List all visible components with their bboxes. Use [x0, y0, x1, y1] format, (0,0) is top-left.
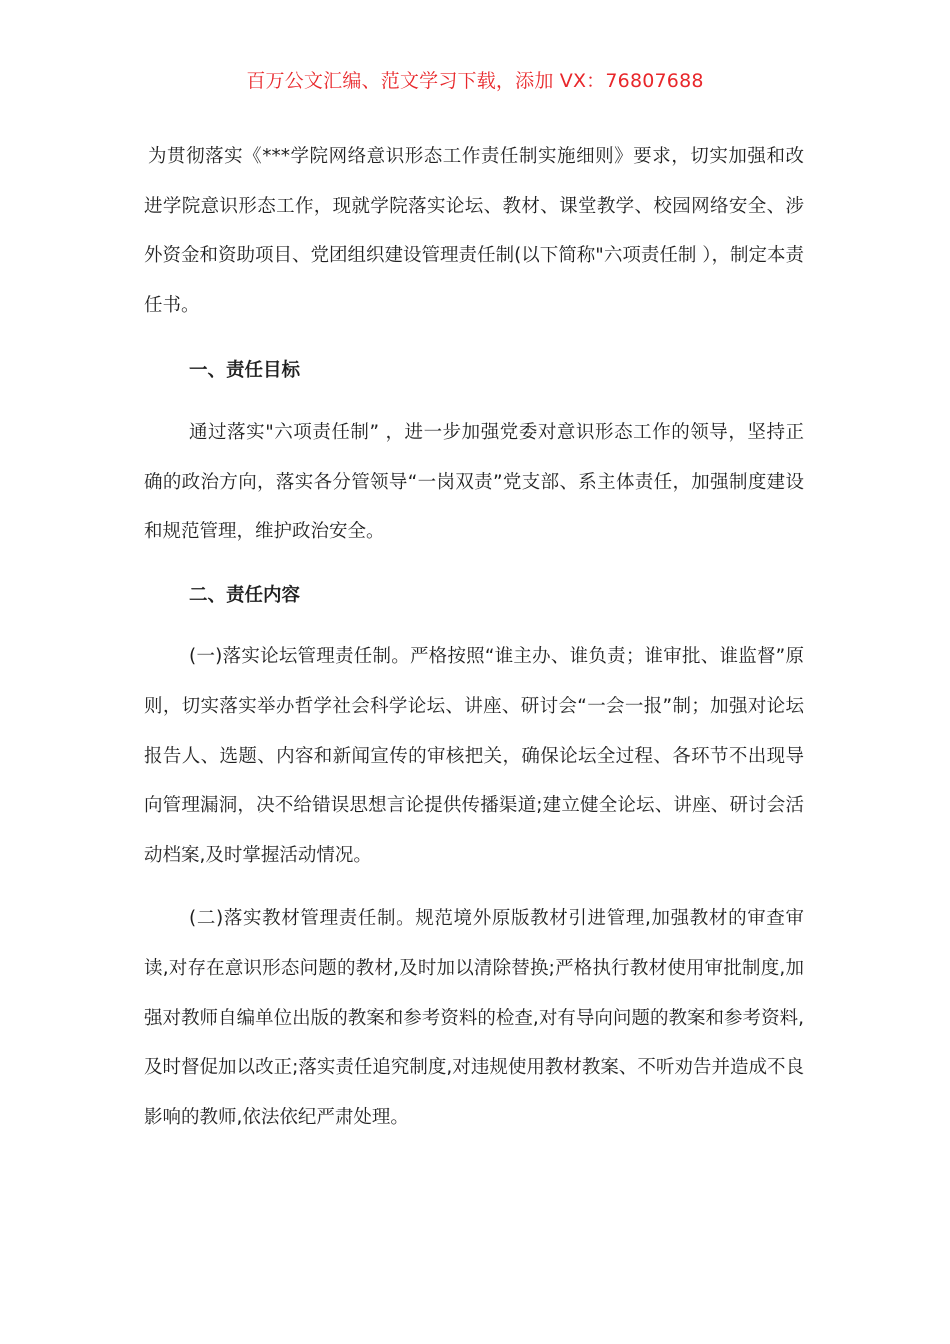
spacer	[144, 557, 804, 571]
forum-responsibility-paragraph: (一)落实论坛管理责任制。严格按照“谁主办、谁负责；谁审批、谁监督”原则，切实落实举办哲学社会科学论坛、讲座、研讨会“一会一报”制；加强对论坛报告人、选题、内容和新闻宣传的审核把关，确保论坛全过程、各环节不出现导向管理漏洞，决不给错误思想言论提供传播渠道;建立健全论坛、讲座、研讨会活动档案,及时掌握活动情况。	[144, 646, 804, 866]
section-heading-content: 二、责任内容	[189, 584, 301, 606]
document-body	[144, 132, 804, 1142]
goals-paragraph: 通过落实"六项责任制” ，进一步加强党委对意识形态工作的领导，坚持正确的政治方向，落实各分管领导“一岗双责”党支部、系主体责任，加强制度建设和规范管理，维护政治安全。	[144, 421, 804, 543]
section-heading-goals: 一、责任目标	[189, 360, 301, 382]
spacer	[144, 880, 804, 894]
textbook-responsibility-paragraph: (二)落实教材管理责任制。规范境外原版教材引进管理,加强教材的审查审读,对存在意识形态问题的教材,及时加以清除替换;严格执行教材使用审批制度,加强对教师自编单位出版的教案和参考资料的检查,对有导向问题的教案和参考资料,及时督促加以改正;落实责任追究制度,对违规使用教材教案、不听劝告并造成不良影响的教师,依法依纪严肃处理。	[144, 908, 804, 1128]
intro-paragraph: 为贯彻落实《***学院网络意识形态工作责任制实施细则》要求，切实加强和改进学院意识形态工作，现就学院落实论坛、教材、课堂教学、校园网络安全、涉外资金和资助项目、党团组织建设管理责任制(以下简称"六项责任制 ），制定本责任书。	[144, 146, 804, 316]
spacer	[144, 330, 804, 346]
promo-banner: 百万公文汇编、范文学习下载，添加 VX：76807688	[246, 70, 704, 92]
spacer	[144, 396, 804, 408]
spacer	[144, 620, 804, 632]
